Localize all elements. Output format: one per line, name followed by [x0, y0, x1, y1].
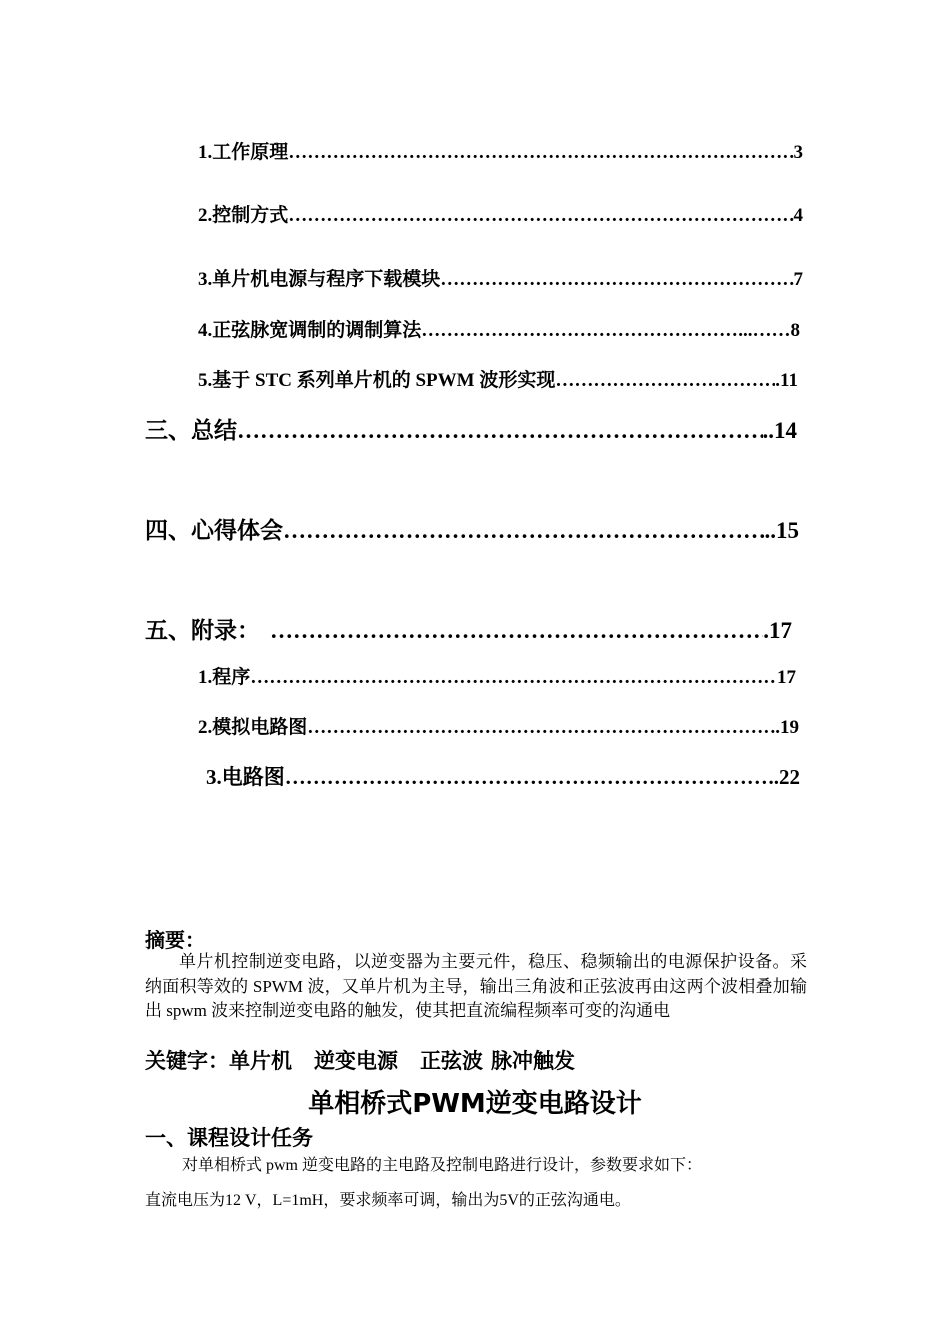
toc-entry-page: 17	[777, 667, 796, 688]
toc-entry-page: 3	[793, 142, 803, 163]
section-paragraph: 直流电压为12 V，L=1mH，要求频率可调，输出为5V的正弦沟通电。	[145, 1192, 631, 1209]
toc-entry-working-principle[interactable]	[198, 137, 803, 164]
toc-entry-summary[interactable]	[145, 412, 797, 445]
toc-entry-spwm-algorithm[interactable]	[198, 315, 800, 342]
toc-entry-mcu-power[interactable]	[198, 264, 803, 291]
toc-leader-dots	[307, 717, 770, 739]
toc-entry-label: 2.模拟电路图	[198, 717, 308, 738]
toc-entry-label: 3.电路图	[206, 765, 285, 789]
toc-leader-dots	[270, 618, 763, 644]
toc-entry-appendix[interactable]	[145, 612, 792, 645]
keyword-item: 逆变电源	[314, 1049, 398, 1073]
toc-entry-label: 1.程序	[198, 667, 251, 688]
toc-entry-simulation-circuit[interactable]	[198, 712, 799, 739]
abstract-body: 单片机控制逆变电路，以逆变器为主要元件，稳压、稳频输出的电源保护设备。采纳面积等效的 SPWM 波，又单片机为主导，输出三角波和正弦波再由这两个波相叠加输出 spwm 波来控制逆变电路的触发，使其把直流编程频率可变的沟通电	[145, 952, 807, 1020]
toc-leader-dots	[288, 205, 793, 227]
toc-leader-dots	[237, 418, 763, 444]
toc-entry-program[interactable]	[198, 662, 796, 689]
toc-entry-page: .11	[775, 370, 798, 391]
toc-entry-label: 三、总结	[145, 418, 237, 443]
toc-entry-page: 7	[793, 269, 803, 290]
toc-entry-page: ..15	[764, 518, 799, 543]
section-heading: 一、课程设计任务	[145, 1126, 313, 1150]
keywords-label: 关键字：	[145, 1049, 229, 1073]
keywords-line	[145, 1045, 597, 1075]
toc-leader-dots	[555, 370, 775, 392]
toc-leader-dots	[283, 518, 765, 544]
toc-entry-label: 五、附录：	[145, 618, 260, 643]
abstract-title: 摘要：	[145, 930, 205, 952]
toc-leader-dots	[421, 320, 738, 342]
document-title: 单相桥式PWM逆变电路设计	[308, 1089, 642, 1119]
keyword-item: 正弦波	[420, 1049, 483, 1073]
toc-entry-stc-spwm[interactable]	[198, 365, 798, 392]
toc-leader-dots	[285, 765, 769, 790]
keyword-item: 脉冲触发	[491, 1049, 575, 1073]
toc-entry-label: 四、心得体会	[145, 518, 283, 543]
toc-entry-page: ...……8	[738, 320, 800, 341]
toc-entry-label: 3.单片机电源与程序下载模块	[198, 269, 441, 290]
toc-leader-dots	[288, 142, 793, 164]
toc-entry-page: ..19	[770, 717, 799, 738]
toc-entry-experience[interactable]	[145, 512, 799, 545]
toc-leader-dots	[440, 269, 793, 291]
toc-entry-control-method[interactable]	[198, 200, 803, 227]
toc-entry-label: 4.正弦脉宽调制的调制算法	[198, 320, 422, 341]
toc-entry-page: ..22	[768, 765, 800, 789]
toc-entry-label: 1.工作原理	[198, 142, 289, 163]
toc-entry-page: .17	[763, 618, 792, 643]
toc-entry-page: ..14	[762, 418, 797, 443]
keyword-item: 单片机	[229, 1049, 292, 1073]
toc-entry-circuit-diagram[interactable]	[206, 761, 800, 791]
section-paragraph: 对单相桥式 pwm 逆变电路的主电路及控制电路进行设计，参数要求如下：	[182, 1157, 703, 1174]
toc-entry-page: 4	[793, 205, 803, 226]
toc-entry-label: 5.基于 STC 系列单片机的 SPWM 波形实现	[198, 370, 556, 391]
toc-leader-dots	[250, 667, 777, 689]
toc-entry-label: 2.控制方式	[198, 205, 289, 226]
